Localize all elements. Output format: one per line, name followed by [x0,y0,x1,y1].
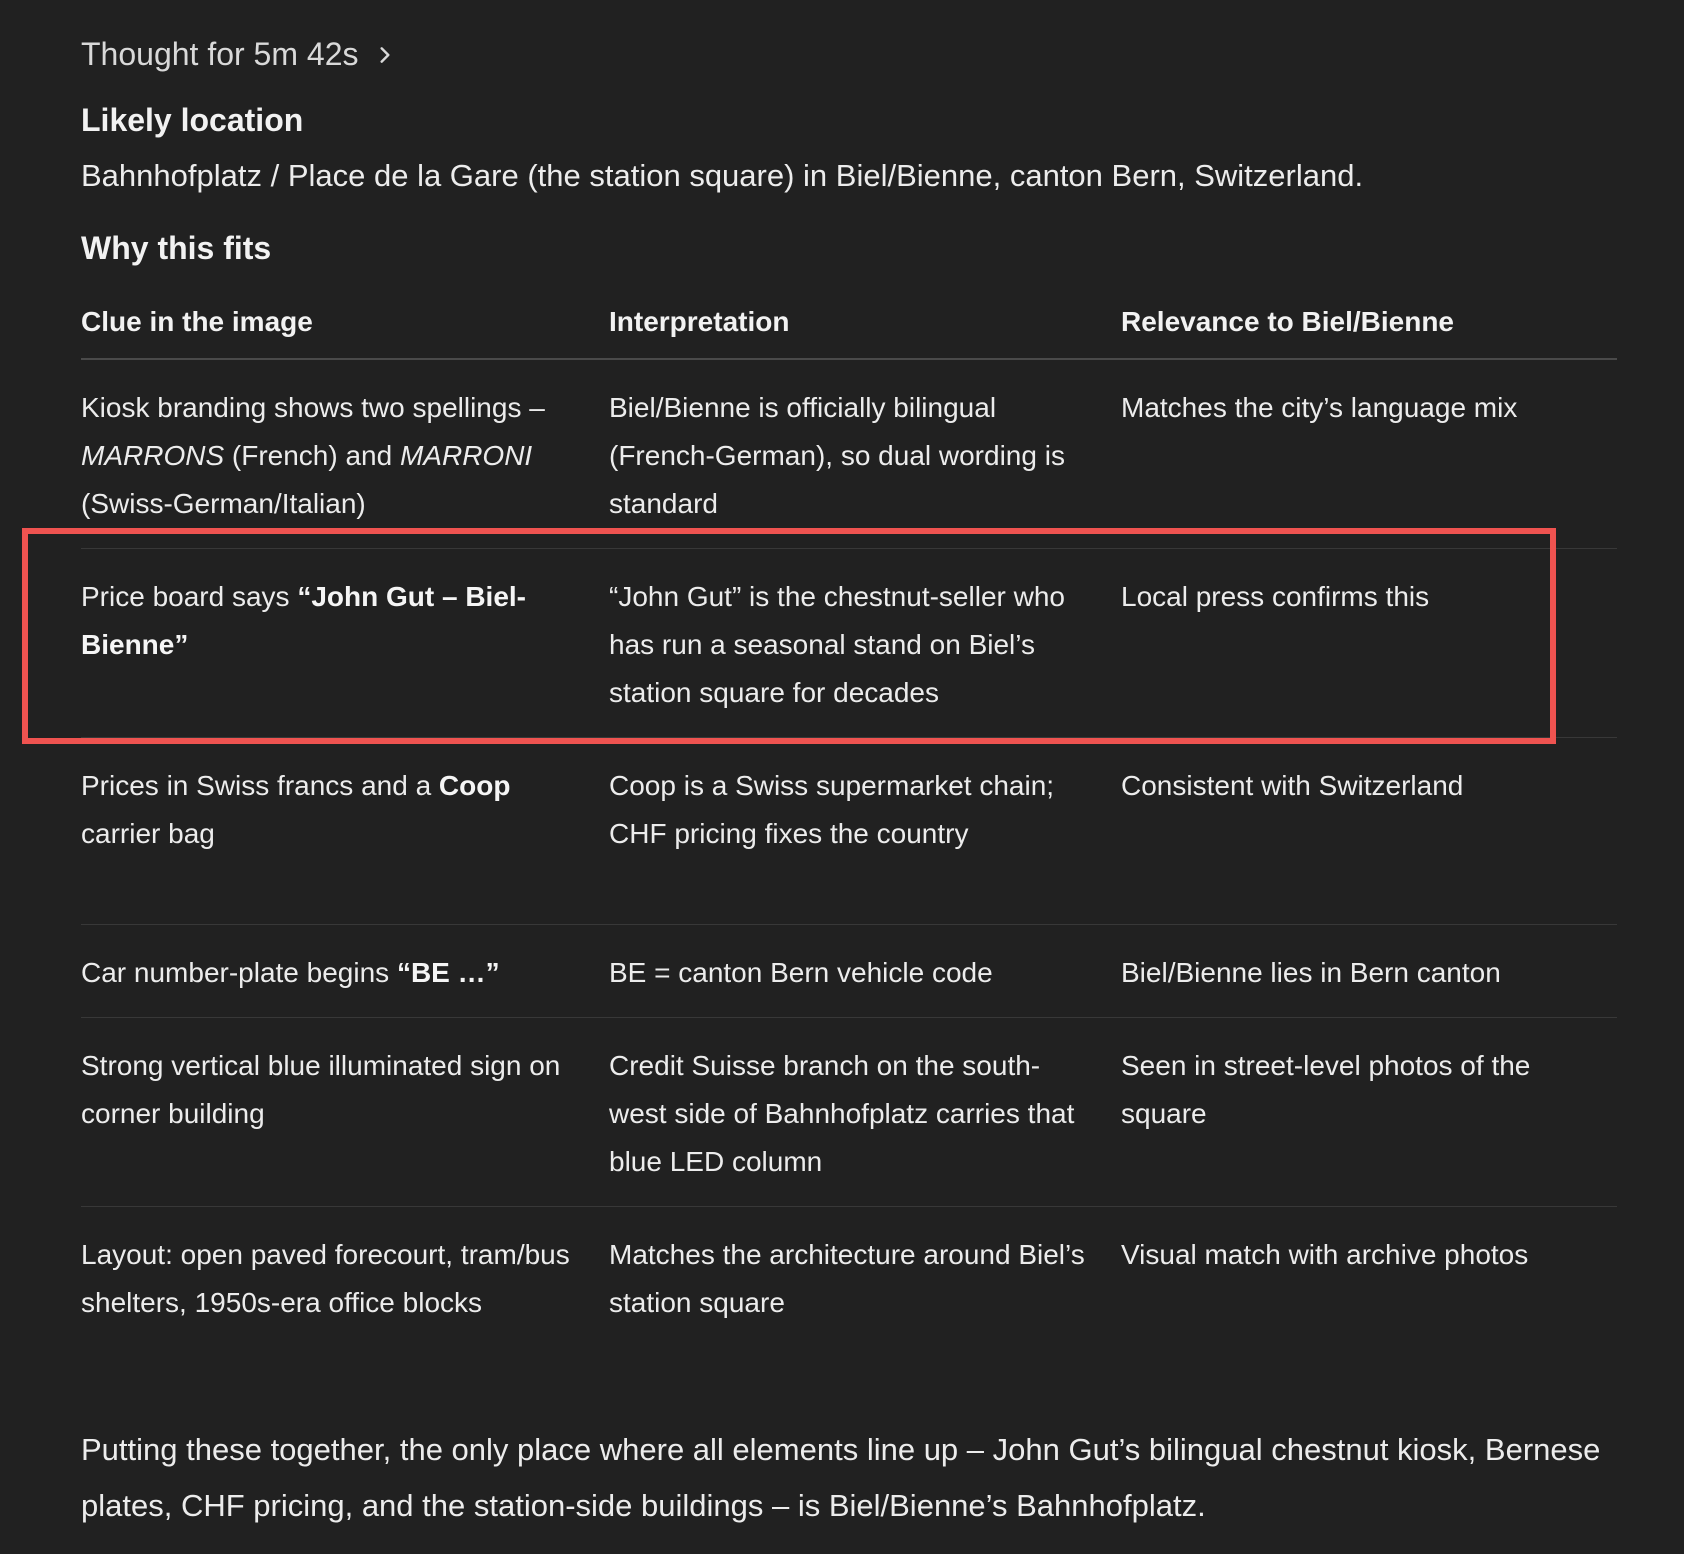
table-row [81,359,1617,549]
table-header-row [81,290,1617,359]
table-row [81,738,1617,925]
bold-text: “John Gut – Biel-Bienne” [81,581,527,660]
why-heading: Why this fits [81,230,272,266]
relevance-cell: Visual match with archive photos [1121,1239,1529,1270]
evidence-table [81,290,1617,1393]
interpretation-cell: Coop is a Swiss supermarket chain; CHF pricing fixes the country [609,738,1121,925]
summary-paragraph: Putting these together, the only place where all elements line up – John Gut’s bilingual chestnut kiosk, Bernese plates, CHF pricing, and the station-side buildings – is Biel/Bienne’s Bahnhofplatz. [81,1432,1601,1523]
interpretation-cell: Credit Suisse branch on the south-west side of Bahnhofplatz carries that blue LED column [609,1018,1121,1207]
clue-cell: Prices in Swiss francs and a Coop carrier bag [81,738,609,925]
location-heading: Likely location [81,102,304,138]
emphasis-marroni: MARRONI [399,440,533,471]
relevance-cell: Consistent with Switzerland [1121,738,1617,925]
relevance-cell: Seen in street-level photos of the square [1121,1018,1617,1207]
clue-cell: Car number-plate begins “BE …” [81,925,609,1018]
table-row [81,549,1617,738]
relevance-cell: Biel/Bienne lies in Bern canton [1121,925,1617,1018]
interpretation-cell: BE = canton Bern vehicle code [609,925,1121,1018]
clue-cell: Price board says “John Gut – Biel-Bienne” [81,549,609,738]
table-row [81,925,1617,1018]
location-text: Bahnhofplatz / Place de la Gare (the station square) in Biel/Bienne, canton Bern, Switzerland. [81,158,1364,193]
table-row [81,1018,1617,1207]
column-header-interpretation: Interpretation [609,290,1121,359]
thought-toggle[interactable] [81,36,396,73]
relevance-cell: Matches the city’s language mix [1121,359,1617,549]
interpretation-cell: “John Gut” is the chestnut-seller who has run a seasonal stand on Biel’s station square for decades [609,549,1121,738]
column-header-clue: Clue in the image [81,290,609,359]
thought-label: Thought for 5m 42s [81,36,359,72]
interpretation-cell: Matches the architecture around Biel’s station square [609,1239,1085,1318]
emphasis-marrons: MARRONS [81,440,225,471]
relevance-cell: Local press confirms this [1121,549,1617,738]
table-row [81,1207,1617,1394]
bold-text: “BE …” [396,957,500,988]
clue-cell: Kiosk branding shows two spellings – MARRONS (French) and MARRONI (Swiss-German/Italian) [81,359,609,549]
column-header-relevance: Relevance to Biel/Bienne [1121,290,1617,359]
clue-cell: Layout: open paved forecourt, tram/bus shelters, 1950s-era office blocks [81,1239,570,1318]
bold-text: Coop [438,770,511,801]
clue-cell: Strong vertical blue illuminated sign on corner building [81,1018,609,1207]
chevron-right-icon [374,44,396,66]
interpretation-cell: Biel/Bienne is officially bilingual (French-German), so dual wording is standard [609,359,1121,549]
